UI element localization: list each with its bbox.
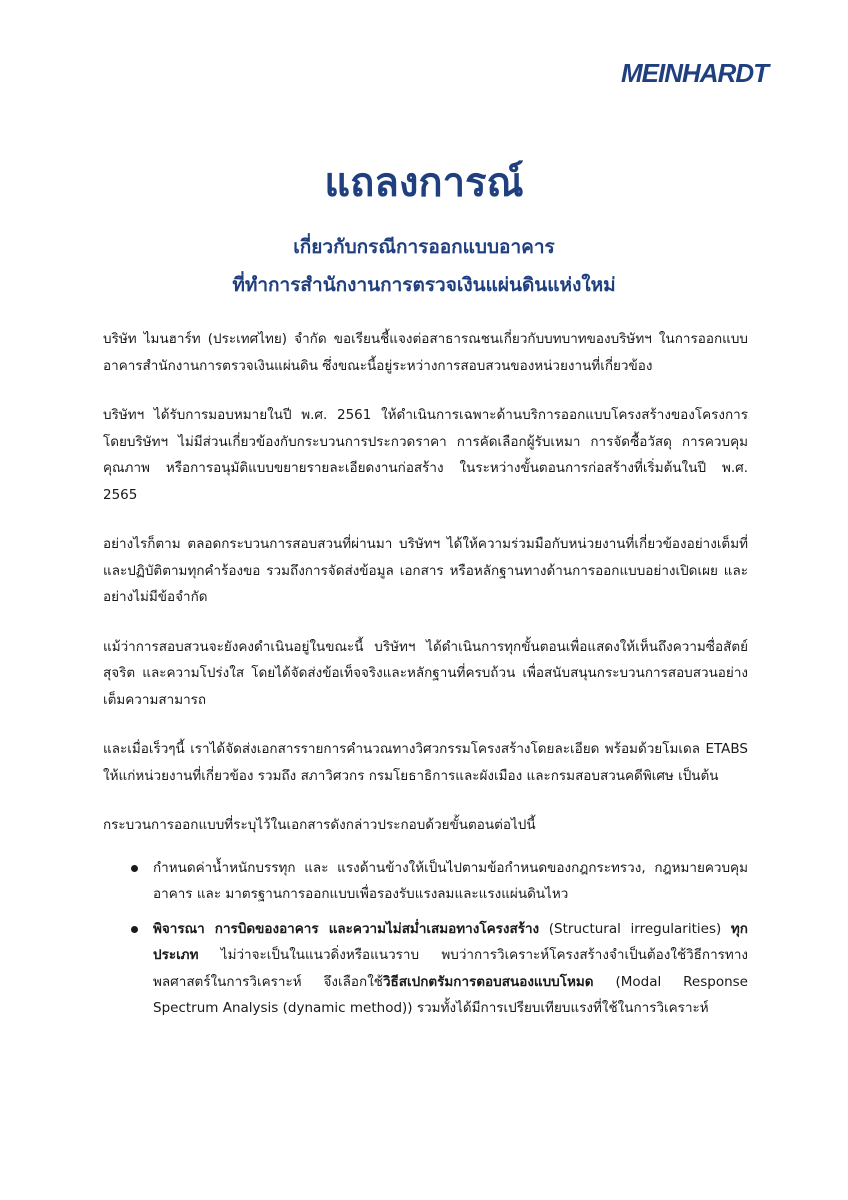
bullet-2-bold-2: ทุกประเภท bbox=[153, 920, 748, 963]
paragraph-4: แม้ว่าการสอบสวนจะยังคงดำเนินอยู่ในขณะนี้ บริษัทฯ ได้ดำเนินการทุกขั้นตอนเพื่อแสดงให้เห็นถึงความซื่อสัตย์ สุจริต และความโปร่งใส โดยได้จัดส่งข้อเท็จจริงและหลักฐานที่ครบถ้วน เพื่อสนับสนุนกระบวนการสอบสวนอย่างเต็มความสามารถ bbox=[103, 638, 748, 708]
statement-body bbox=[103, 326, 748, 1030]
subtitle bbox=[0, 228, 848, 304]
bullet-2-bold-1: พิจารณา การบิดของอาคาร และความไม่สม่ำเสมอทางโครงสร้าง bbox=[153, 920, 540, 937]
bullet-2-text-2: ไม่ว่าจะเป็นในแนวดิ่งหรือแนวราบ พบว่าการวิเคราะห์โครงสร้างจำเป็นต้องใช้วิธีการทางพลศาสตร์ในการวิเคราะห์ จึงเลือกใช้ bbox=[153, 947, 748, 990]
paragraph-2: บริษัทฯ ได้รับการมอบหมายในปี พ.ศ. 2561 ให้ดำเนินการเฉพาะด้านบริการออกแบบโครงสร้างของโครงการ โดยบริษัทฯ ไม่มีส่วนเกี่ยวข้องกับกระบวนการประกวดราคา การคัดเลือกผู้รับเหมา การจัดซื้อวัสดุ การควบคุมคุณภาพ หรือการอนุมัติแบบขยายรายละเอียดงานก่อสร้าง ในระหว่างขั้นตอนการก่อสร้างที่เริ่มต้นในปี พ.ศ. 2565 bbox=[103, 407, 748, 503]
company-logo: MEINHARDT bbox=[621, 58, 768, 88]
bullet-2-bold-3: วิธีสเปกตรัมการตอบสนองแบบโหมด bbox=[382, 973, 594, 990]
list-item bbox=[103, 916, 748, 1022]
bullet-1-text: กำหนดค่าน้ำหนักบรรทุก และ แรงด้านข้างให้เป็นไปตามข้อกำหนดของกฎกระทรวง, กฎหมายควบคุมอาคาร และ มาตรฐานการออกแบบเพื่อรองรับแรงลมและแรงแผ่นดินไหว bbox=[153, 859, 748, 902]
bullet-2-text-3: (Modal Response Spectrum Analysis (dynamic method)) รวมทั้งได้มีการเปรียบเทียบแรงที่ใช้ในการวิเคราะห์ bbox=[153, 973, 748, 1016]
paragraph-3: อย่างไรก็ตาม ตลอดกระบวนการสอบสวนที่ผ่านมา บริษัทฯ ได้ให้ความร่วมมือกับหน่วยงานที่เกี่ยวข้องอย่างเต็มที่ และปฏิบัติตามทุกคำร้องขอ รวมถึงการจัดส่งข้อมูล เอกสาร หรือหลักฐานทางด้านการออกแบบอย่างเปิดเผย และ อย่างไม่มีข้อจำกัด bbox=[103, 536, 748, 605]
subtitle-line-2: ที่ทำการสำนักงานการตรวจเงินแผ่นดินแห่งใหม่ bbox=[232, 274, 616, 296]
bullet-2-text-1: (Structural irregularities) bbox=[539, 920, 731, 937]
steps-intro: กระบวนการออกแบบที่ระบุไว้ในเอกสารดังกล่าวประกอบด้วยขั้นตอนต่อไปนี้ bbox=[103, 817, 536, 833]
paragraph-5: และเมื่อเร็วๆนี้ เราได้จัดส่งเอกสารรายการคำนวณทางวิศวกรรมโครงสร้างโดยละเอียด พร้อมด้วยโมเดล ETABS ให้แก่หน่วยงานที่เกี่ยวข้อง รวมถึง สภาวิศวกร กรมโยธาธิการและผังเมือง และกรมสอบสวนคดีพิเศษ เป็นต้น bbox=[103, 741, 748, 784]
paragraph-1: บริษัท ไมนฮาร์ท (ประเทศไทย) จำกัด ขอเรียนชี้แจงต่อสาธารณชนเกี่ยวกับบทบาทของบริษัทฯ ในการออกแบบอาคารสำนักงานการตรวจเงินแผ่นดิน ซึ่งขณะนี้อยู่ระหว่างการสอบสวนของหน่วยงานที่เกี่ยวข้อง bbox=[103, 331, 748, 374]
subtitle-line-1: เกี่ยวกับกรณีการออกแบบอาคาร bbox=[293, 236, 555, 258]
page-title: แถลงการณ์ bbox=[324, 160, 524, 206]
design-steps-list bbox=[103, 855, 748, 1022]
list-item bbox=[103, 855, 748, 908]
